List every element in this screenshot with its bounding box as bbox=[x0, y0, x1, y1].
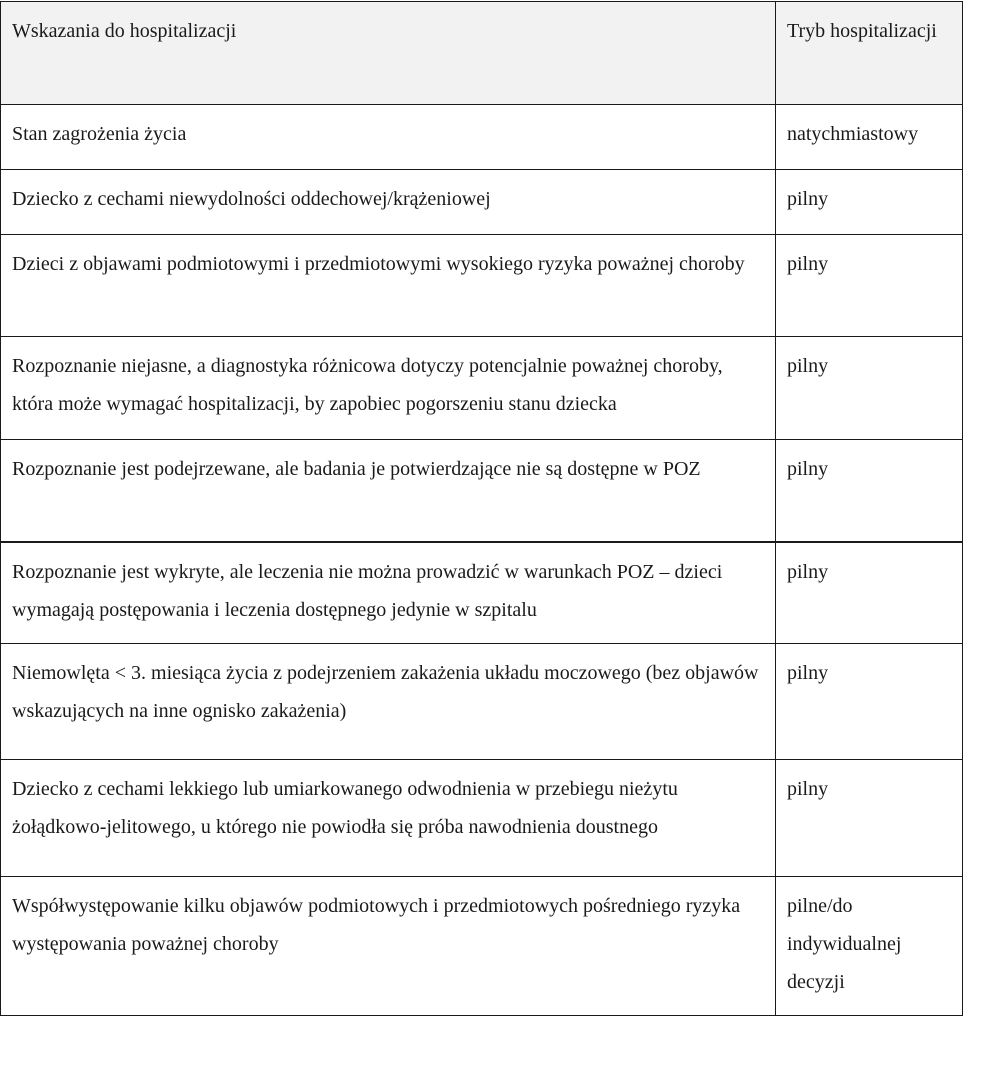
indication-cell: Dziecko z cechami niewydolności oddechowej/krążeniowej bbox=[1, 170, 776, 235]
table-row bbox=[1, 877, 963, 1016]
indication-cell: Współwystępowanie kilku objawów podmiotowych i przedmiotowych pośredniego ryzyka występowania poważnej choroby bbox=[1, 877, 776, 1016]
table-row bbox=[1, 170, 963, 235]
mode-cell: natychmiastowy bbox=[776, 105, 963, 170]
mode-cell: pilny bbox=[776, 760, 963, 877]
header-mode: Tryb hospitalizacji bbox=[776, 2, 963, 105]
table-row bbox=[1, 337, 963, 440]
mode-cell: pilny bbox=[776, 440, 963, 542]
table-row bbox=[1, 644, 963, 760]
mode-cell: pilny bbox=[776, 170, 963, 235]
header-indications: Wskazania do hospitalizacji bbox=[1, 2, 776, 105]
mode-cell: pilny bbox=[776, 644, 963, 760]
table-row bbox=[1, 235, 963, 337]
table-row bbox=[1, 760, 963, 877]
indication-cell: Dzieci z objawami podmiotowymi i przedmiotowymi wysokiego ryzyka poważnej choroby bbox=[1, 235, 776, 337]
header-row bbox=[1, 2, 963, 105]
table-body bbox=[1, 105, 963, 1016]
table-row bbox=[1, 542, 963, 644]
hospitalization-table bbox=[0, 1, 963, 1016]
indication-cell: Stan zagrożenia życia bbox=[1, 105, 776, 170]
mode-cell: pilny bbox=[776, 542, 963, 644]
mode-cell: pilny bbox=[776, 337, 963, 440]
indication-cell: Niemowlęta < 3. miesiąca życia z podejrzeniem zakażenia układu moczowego (bez objawów wskazujących na inne ognisko zakażenia) bbox=[1, 644, 776, 760]
table-row bbox=[1, 105, 963, 170]
table-row bbox=[1, 440, 963, 542]
mode-cell: pilne/do indywidualnej decyzji bbox=[776, 877, 963, 1016]
indication-cell: Rozpoznanie jest podejrzewane, ale badania je potwierdzające nie są dostępne w POZ bbox=[1, 440, 776, 542]
table-header bbox=[1, 2, 963, 105]
mode-cell: pilny bbox=[776, 235, 963, 337]
indication-cell: Rozpoznanie jest wykryte, ale leczenia nie można prowadzić w warunkach POZ – dzieci wymagają postępowania i leczenia dostępnego jedynie w szpitalu bbox=[1, 542, 776, 644]
indication-cell: Dziecko z cechami lekkiego lub umiarkowanego odwodnienia w przebiegu nieżytu żołądkowo-jelitowego, u którego nie powiodła się próba nawodnienia doustnego bbox=[1, 760, 776, 877]
indication-cell: Rozpoznanie niejasne, a diagnostyka różnicowa dotyczy potencjalnie poważnej choroby, która może wymagać hospitalizacji, by zapobiec pogorszeniu stanu dziecka bbox=[1, 337, 776, 440]
